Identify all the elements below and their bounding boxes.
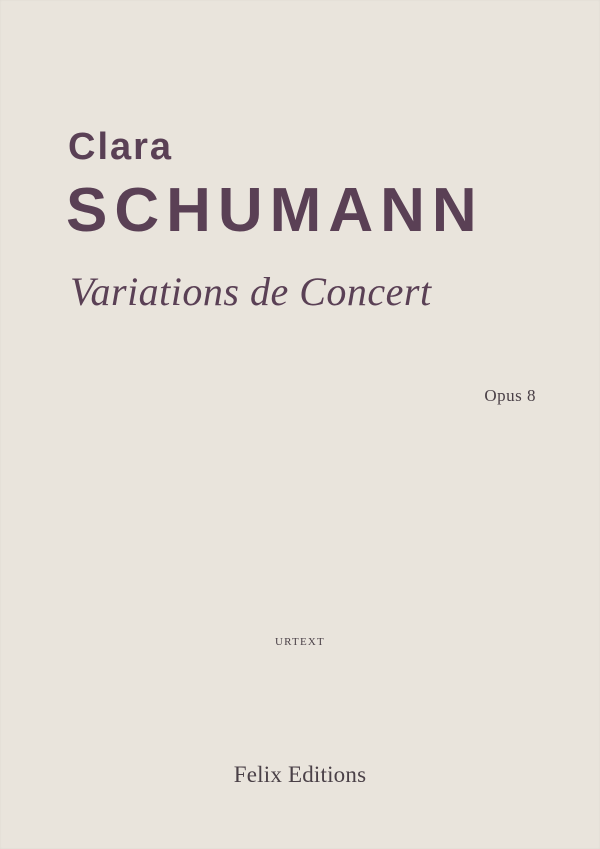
composer-first-name: Clara xyxy=(68,126,174,168)
publisher-name: Felix Editions xyxy=(233,762,367,787)
work-title: Variations de Concert xyxy=(70,269,432,314)
opus-number: Opus 8 xyxy=(484,386,536,405)
edition-note: URTEXT xyxy=(275,636,325,648)
composer-last-name: SCHUMANN xyxy=(66,176,484,245)
